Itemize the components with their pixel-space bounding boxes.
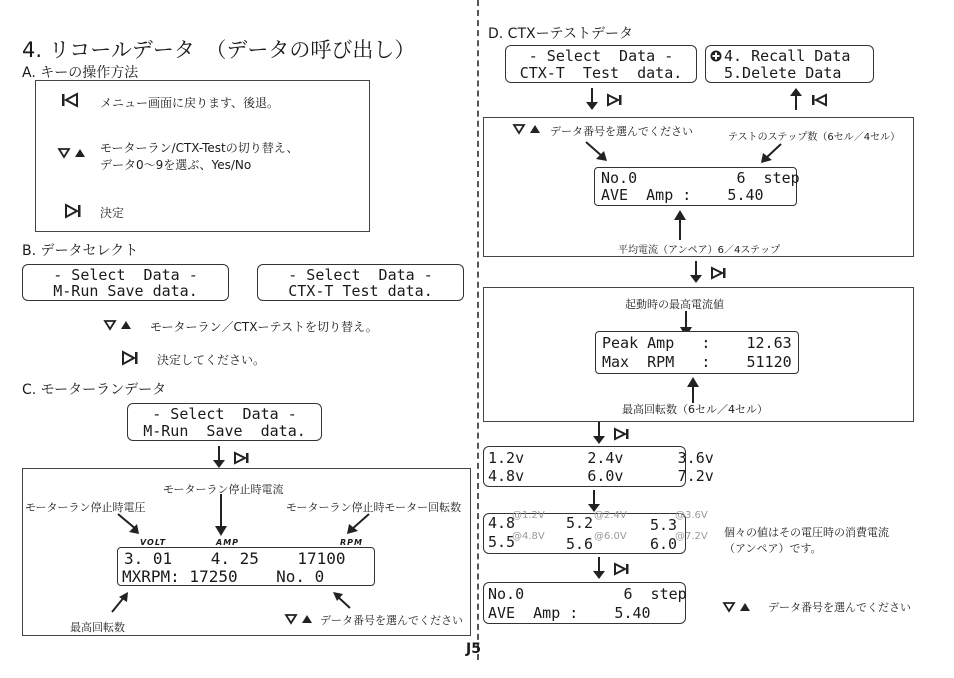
- amp-at-1: @1.2V: [512, 510, 545, 521]
- lcd-line: 3. 01 4. 25 17100: [124, 549, 346, 568]
- lcd-line: No.0 6 step: [601, 169, 800, 187]
- section-a-heading: A. キーの操作方法: [22, 65, 139, 81]
- amp-value-1: 4.8: [488, 514, 516, 532]
- section-d-heading: D. CTXーテストデータ: [488, 26, 634, 42]
- arrow-volt: [115, 512, 145, 536]
- lcd-line: MXRPM: 17250 No. 0: [122, 567, 325, 586]
- lcd-line: CTX-T Test data.: [519, 64, 683, 82]
- back-icon: [62, 93, 78, 107]
- amp-value-2: 5.2: [566, 514, 594, 532]
- lcd-line: - Select Data -: [288, 266, 433, 284]
- page-number: J5: [466, 641, 481, 657]
- down-enter-arrow: [586, 88, 636, 112]
- section-b-heading: B. データセレクト: [22, 243, 139, 259]
- lcd-line: 4. Recall Data: [724, 47, 851, 65]
- col-volt: VOLT: [140, 538, 167, 547]
- label-maxrpm: 最高回転数: [70, 621, 125, 634]
- label-stop-rpm: モーターラン停止時モーター回転数: [286, 501, 462, 514]
- label-maxrpm-cells: 最高回転数（6セル／4セル）: [622, 403, 768, 416]
- arrow-maxrpm: [686, 377, 700, 403]
- down-enter-arrow: [690, 261, 740, 285]
- label-each-value-2: （アンペア）です。: [724, 542, 822, 555]
- amp-at-3: @3.6V: [675, 510, 708, 521]
- lcd-mrun-select-c: [127, 403, 322, 441]
- plus-circle-icon: [710, 50, 722, 62]
- lcd-line: - Select Data -: [53, 266, 198, 284]
- page-divider: [477, 0, 479, 660]
- lcd-line: AVE Amp : 5.40: [488, 604, 651, 622]
- lcd-mrun-select: [22, 264, 229, 301]
- label-average-amp: 平均電流（アンペア）6／4ステップ: [618, 245, 781, 256]
- lcd-ctx-select-d: [505, 45, 697, 83]
- enter-description: 決定してください。: [157, 353, 266, 367]
- page-title: 4. リコールデータ （データの呼び出し）: [22, 38, 416, 62]
- lcd-line: M-Run Save data.: [143, 422, 306, 440]
- down-up-icon: [285, 613, 315, 625]
- lcd-ctx-step: [594, 167, 800, 206]
- label-stop-amp: モーターラン停止時電流: [163, 483, 284, 496]
- toggle-description-2: データ0～9を選ぶ、Yes/No: [100, 158, 252, 172]
- down-up-icon: [513, 123, 543, 135]
- enter-icon: [122, 351, 138, 365]
- arrow-amp: [214, 494, 228, 538]
- label-each-value-1: 個々の値はその電圧時の消費電流: [724, 526, 889, 539]
- label-stop-volt: モーターラン停止時電圧: [25, 501, 146, 514]
- down-enter-arrow: [213, 446, 263, 470]
- arrow-number: [583, 139, 611, 165]
- down-up-icon: [58, 147, 88, 159]
- label-select-number: データ番号を選んでください: [550, 125, 693, 138]
- arrow-avg: [673, 210, 687, 240]
- amp-value-3: 5.3: [650, 516, 678, 534]
- enter-description: 決定: [100, 206, 125, 220]
- col-rpm: RPM: [340, 538, 363, 547]
- lcd-line: Max RPM : 51120: [602, 353, 792, 371]
- lcd-line: 5.Delete Data: [724, 64, 842, 82]
- lcd-line: No.0 6 step: [488, 585, 687, 603]
- toggle-description: モーターラン／CTXーテストを切り替え。: [150, 320, 378, 334]
- down-up-icon: [723, 601, 753, 613]
- arrow-steps: [757, 141, 785, 167]
- label-select-number: データ番号を選んでください: [320, 614, 463, 627]
- lcd-ctx-final: [483, 582, 686, 624]
- lcd-menu: [705, 45, 874, 83]
- label-select-number-2: データ番号を選んでください: [768, 601, 911, 614]
- amp-at-2: @2.4V: [594, 510, 627, 521]
- lcd-ctx-select: [257, 264, 464, 301]
- toggle-description-1: モーターラン/CTX-Testの切り替え、: [100, 141, 299, 155]
- up-back-arrow: [790, 88, 840, 112]
- section-c-heading: C. モーターランデータ: [22, 382, 167, 398]
- back-description: メニュー画面に戻ります、後退。: [100, 96, 280, 110]
- amp-at-6: @7.2V: [675, 531, 708, 542]
- lcd-line: AVE Amp : 5.40: [601, 186, 764, 204]
- amp-value-5: 5.6: [566, 535, 594, 553]
- amp-at-5: @6.0V: [594, 531, 627, 542]
- label-peak-title: 起動時の最高電流値: [625, 298, 724, 311]
- lcd-line: M-Run Save data.: [53, 282, 198, 300]
- lcd-line: Peak Amp : 12.63: [602, 334, 792, 352]
- enter-icon: [65, 204, 81, 218]
- lcd-mrun-data: [117, 547, 375, 586]
- amp-at-4: @4.8V: [512, 531, 545, 542]
- label-step-count: テストのステップ数（6セル／4セル）: [728, 132, 901, 143]
- lcd-ctx-voltages: [483, 446, 714, 487]
- down-up-icon: [104, 319, 134, 331]
- arrow-select: [330, 590, 354, 612]
- arrow-maxrpm: [108, 590, 132, 614]
- amp-value-4: 5.5: [488, 533, 516, 551]
- col-amp: AMP: [216, 538, 240, 547]
- lcd-line: CTX-T Test data.: [288, 282, 433, 300]
- amp-value-6: 6.0: [650, 535, 678, 553]
- lcd-line: 1.2v 2.4v 3.6v: [488, 449, 714, 467]
- lcd-line: 4.8v 6.0v 7.2v: [488, 467, 714, 485]
- lcd-ctx-peak: [595, 331, 799, 374]
- arrow-rpm: [343, 512, 373, 536]
- down-enter-arrow: [593, 557, 643, 581]
- lcd-line: - Select Data -: [528, 47, 674, 65]
- down-enter-arrow: [593, 422, 643, 446]
- lcd-line: - Select Data -: [152, 405, 297, 423]
